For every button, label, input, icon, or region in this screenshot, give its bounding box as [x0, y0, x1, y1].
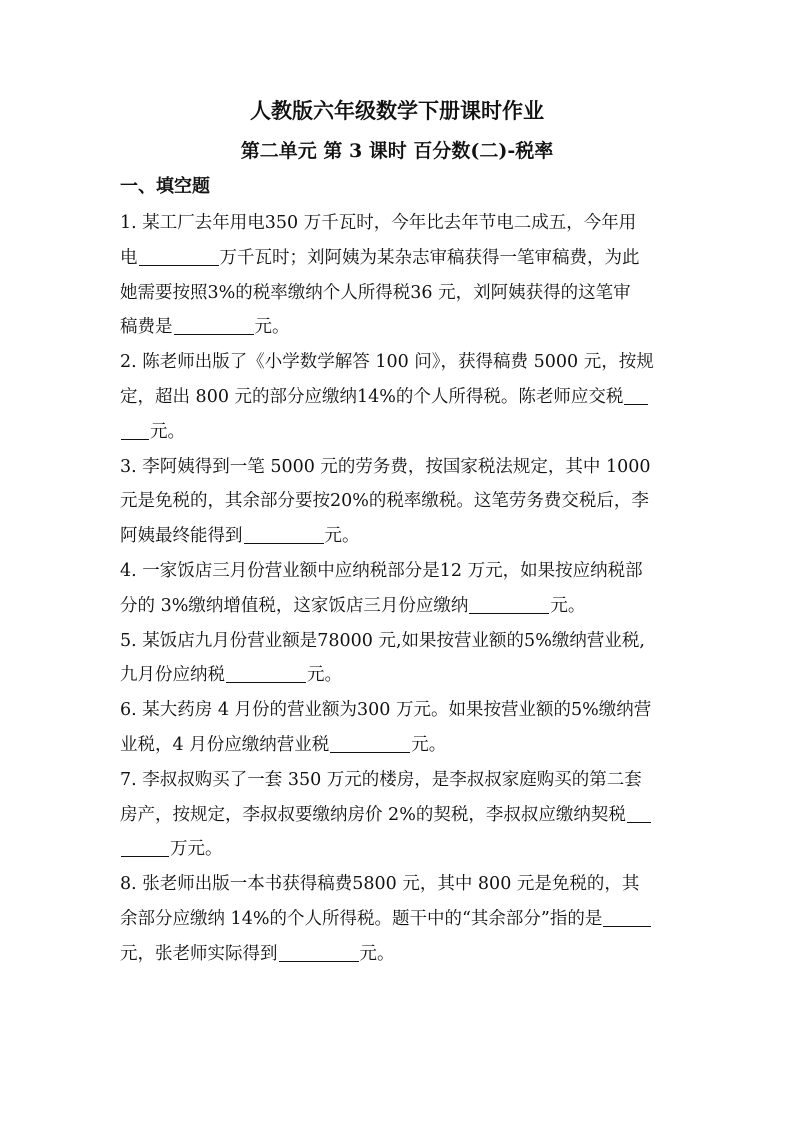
question-line: 1. 某工厂去年用电350 万千瓦时，今年比去年节电二成五，今年用 — [120, 213, 637, 233]
answer-blank[interactable] — [279, 943, 359, 962]
section-heading: 一、填空题 — [120, 176, 210, 197]
question-7 — [120, 763, 676, 867]
question-line: 余部分应缴纳 14%的个人所得税。题干中的“其余部分”指的是 — [120, 902, 676, 937]
question-2 — [120, 345, 676, 449]
answer-blank[interactable] — [627, 804, 651, 823]
page-subtitle: 第二单元 第 3 课时 百分数(二)-税率 — [240, 140, 554, 162]
question-line: 稿费是 元。 — [120, 317, 290, 338]
question-line: 九月份应纳税 元。 — [120, 665, 342, 686]
question-6 — [120, 693, 676, 763]
question-8 — [120, 867, 676, 971]
question-4 — [120, 554, 676, 624]
question-list — [120, 206, 676, 972]
question-line: 元，张老师实际得到 元。 — [120, 943, 395, 964]
answer-blank[interactable] — [226, 665, 306, 684]
question-line: 电 万千瓦时；刘阿姨为某杂志审稿获得一笔审稿费，为此 — [120, 247, 640, 268]
question-5 — [120, 624, 676, 694]
answer-blank-continued[interactable] — [121, 839, 169, 858]
question-line: 8. 张老师出版一本书获得稿费5800 元，其中 800 元是免税的，其 — [120, 874, 640, 895]
answer-blank[interactable] — [469, 595, 549, 614]
answer-blank[interactable] — [603, 908, 651, 927]
question-line: 房产，按规定，李叔叔要缴纳房价 2%的契税，李叔叔应缴纳契税 — [120, 798, 676, 833]
question-line: 元。 — [120, 415, 676, 450]
question-line: 4. 一家饭店三月份营业额中应纳税部分是12 万元，如果按应纳税部 — [120, 560, 643, 581]
answer-blank[interactable] — [244, 526, 324, 545]
answer-blank[interactable] — [624, 386, 648, 405]
question-line: 她需要按照3%的税率缴纳个人所得税36 元，刘阿姨获得的这笔审 — [120, 282, 631, 303]
question-1 — [120, 206, 676, 345]
page-title: 人教版六年级数学下册课时作业 — [250, 98, 544, 123]
question-line: 7. 李叔叔购买了一套 350 万元的楼房，是李叔叔家庭购买的第二套 — [120, 769, 642, 790]
question-line: 2. 陈老师出版了《小学数学解答 100 问》，获得稿费 5000 元，按规 — [120, 352, 654, 373]
answer-blank[interactable] — [139, 247, 219, 266]
question-line: 6. 某大药房 4 月份的营业额为300 万元。如果按营业额的5%缴纳营 — [120, 700, 652, 721]
question-line: 3. 李阿姨得到一笔 5000 元的劳务费，按国家税法规定，其中 1000 — [120, 456, 651, 477]
question-line: 阿姨最终能得到 元。 — [120, 526, 360, 547]
question-line: 5. 某饭店九月份营业额是78000 元,如果按营业额的5%缴纳营业税, — [120, 630, 645, 651]
question-line: 万元。 — [120, 832, 676, 867]
question-line: 分的 3%缴纳增值税，这家饭店三月份应缴纳 元。 — [120, 595, 586, 616]
answer-blank[interactable] — [330, 734, 410, 753]
question-line: 定，超出 800 元的部分应缴纳14%的个人所得税。陈老师应交税 — [120, 380, 676, 415]
question-line: 业税，4 月份应缴纳营业税 元。 — [120, 734, 447, 755]
question-3 — [120, 450, 676, 554]
answer-blank-continued[interactable] — [121, 421, 149, 440]
answer-blank[interactable] — [174, 317, 254, 336]
question-line: 元是免税的，其余部分要按20%的税率缴税。这笔劳务费交税后，李 — [120, 491, 649, 512]
